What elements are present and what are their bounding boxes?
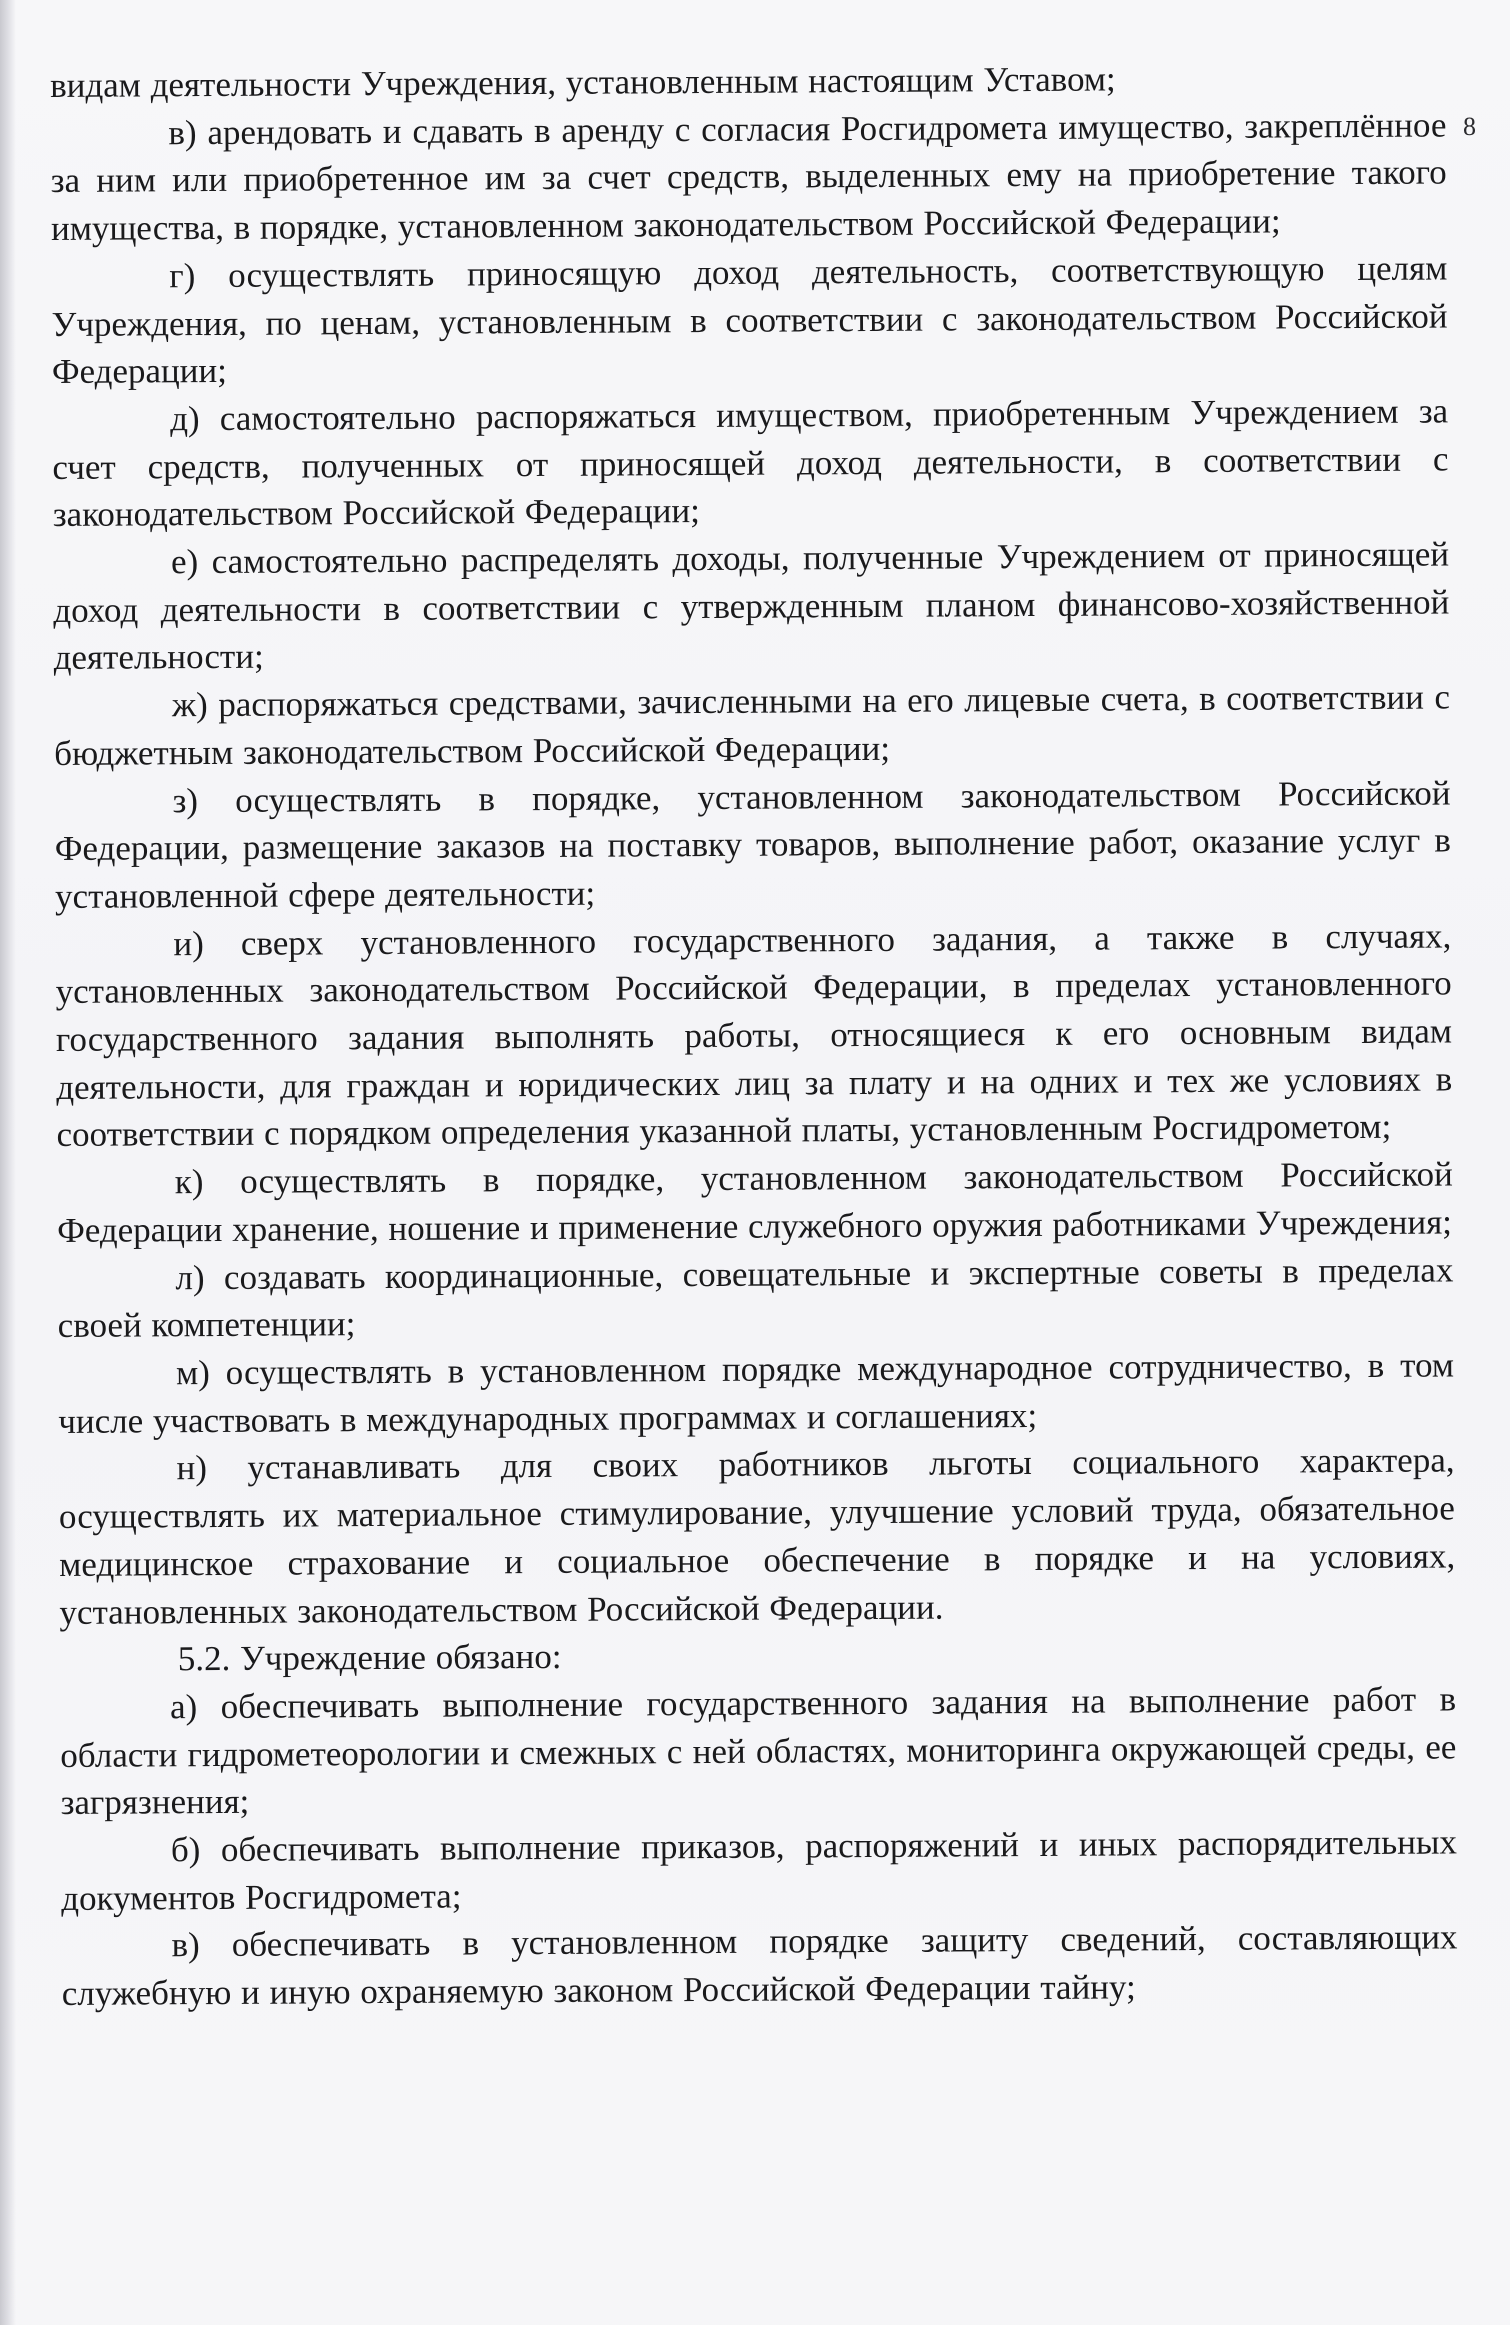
paragraph-item-m: м) осуществлять в установленном порядке международное сотрудничество, в том числе участвовать в международных программах и соглашениях; [58,1345,1455,1441]
paragraph-item-l: л) создавать координационные, совещательные и экспертные советы в пределах своей компетенции; [57,1250,1454,1346]
paragraph-item-g: г) осуществлять приносящую доход деятельность, соответствующую целям Учреждения, по ценам, установленным в соответствии с законодательством Российской Федерации; [51,248,1448,392]
paragraph-item-zh: ж) распоряжаться средствами, зачисленными на его лицевые счета, в соответствии с бюджетным законодательством Российской Федерации; [54,677,1451,773]
page-number: 8 [1463,112,1476,141]
paragraph-duty-a: а) обеспечивать выполнение государственного задания на выполнение работ в области гидрометеорологии и смежных с ней областях, мониторинга окружающей среды, ее загрязнения; [60,1679,1457,1823]
paragraph-item-d: д) самостоятельно распоряжаться имуществом, приобретенным Учреждением за счет средств, полученных от приносящей доход деятельности, в соответствии с законодательством Российской Федерации; [52,391,1449,535]
document-body [50,53,1460,2301]
paragraph-continuation: видам деятельности Учреждения, установленным настоящим Уставом; [50,59,1116,105]
paragraph-duty-b: б) обеспечивать выполнение приказов, распоряжений и иных распорядительных документов Росгидромета; [61,1822,1458,1918]
paragraph-item-k: к) осуществлять в порядке, установленном законодательством Российской Федерации хранение, ношение и применение служебного оружия работниками Учреждения; [57,1154,1453,1250]
section-heading-5-2: 5.2. Учреждение обязано: [177,1637,562,1679]
paragraph-item-z: з) осуществлять в порядке, установленном законодательством Российской Федерации, размещение заказов на поставку товаров, выполнение работ, оказание услуг в установленной сфере деятельности; [54,773,1451,916]
paragraph-item-n: н) устанавливать для своих работников льготы социального характера, осуществлять их материальное стимулирование, улучшение условий труда, обязательное медицинское страхование и социальное обеспечение в порядке и на условиях, установленных законодательством Российской Федерации. [58,1440,1456,1632]
paragraph-duty-v: в) обеспечивать в установленном порядке защиту сведений, составляющих служебную и иную охраняемую законом Российской Федерации тайну; [61,1917,1458,2014]
paragraph-item-i: и) сверх установленного государственного задания, а также в случаях, установленных законодательством Российской Федерации, в пределах установленного государственного задания выполнять работы, относящиеся к его основным видам деятельности, для граждан и юридических лиц за плату и на одних и тех же условиях в соответствии с порядком определения указанной платы, установленным Росгидрометом; [55,916,1453,1155]
paragraph-item-e: е) самостоятельно распределять доходы, полученные Учреждением от приносящей доход деятельности в соответствии с утвержденным планом финансово-хозяйственной деятельности; [53,534,1450,678]
paragraph-item-v: в) арендовать и сдавать в аренду с согласия Росгидромета имущество, закреплённое за ним или приобретенное им за счет средств, выделенных ему на приобретение такого имущества, в порядке, установленном законодательством Российской Федерации; [50,105,1447,249]
binding-shadow [0,0,16,2325]
